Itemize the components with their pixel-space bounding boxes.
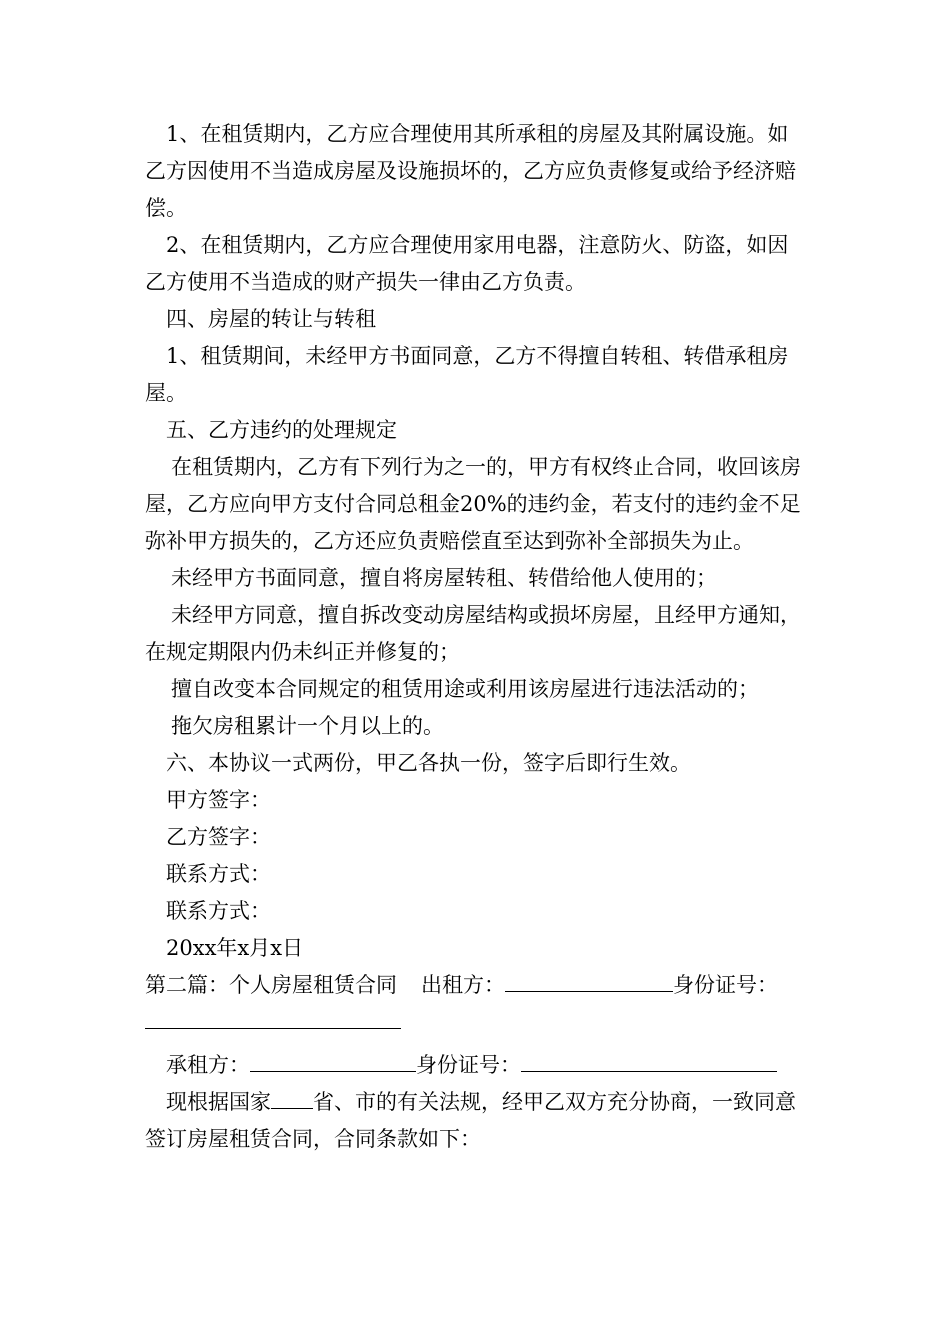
section-6-heading: 六、本协议一式两份，甲乙各执一份，签字后即行生效。 [166, 751, 691, 775]
country-blank [271, 1086, 313, 1109]
clause-5-intro: 在租赁期内，乙方有下列行为之一的，甲方有权终止合同，收回该房屋，乙方应向甲方支付合同总租金20%的违约金，若支付的违约金不足弥补甲方损失的，乙方还应负责赔偿直至达到弥补全部损失为止。 [145, 455, 801, 553]
clause-3-2: 2、在租赁期内，乙方应合理使用家用电器，注意防火、防盗，如因乙方使用不当造成的财产损失一律由乙方负责。 [145, 233, 789, 294]
clause-4-1: 1、租赁期间，未经甲方书面同意，乙方不得擅自转租、转借承租房屋。 [145, 344, 789, 405]
lessee-line [145, 1047, 807, 1084]
violation-item-4: 拖欠房租累计一个月以上的。 [171, 714, 444, 738]
lessee-name-blank [250, 1049, 416, 1072]
party-b-contact-label: 联系方式： [166, 899, 271, 923]
signing-date: 20xx年x月x日 [166, 936, 304, 960]
lessee-id-label: 身份证号： [416, 1053, 521, 1077]
section-5-heading: 五、乙方违约的处理规定 [166, 418, 397, 442]
lessee-id-blank [521, 1049, 777, 1072]
violation-item-2: 未经甲方同意，擅自拆改变动房屋结构或损坏房屋，且经甲方通知，在规定期限内仍未纠正并修复的； [145, 603, 801, 664]
preamble-part-1: 现根据国家 [166, 1090, 271, 1114]
lessee-label: 承租方： [166, 1053, 250, 1077]
lessor-name-blank [505, 969, 673, 992]
part-two-title: 第二篇：个人房屋租赁合同 [145, 973, 397, 997]
party-b-signature-label: 乙方签字： [166, 825, 271, 849]
preamble-part-2: 省、市的有关法规，经甲乙双方充分协商，一致同意签订房屋租赁合同，合同条款如下： [145, 1090, 796, 1151]
lessor-id-blank [145, 1006, 401, 1029]
part-two-header-line [145, 967, 807, 1004]
section-4-heading: 四、房屋的转让与转租 [166, 307, 376, 331]
party-a-contact-label: 联系方式： [166, 862, 271, 886]
contract-preamble [145, 1084, 807, 1158]
violation-item-1: 未经甲方书面同意，擅自将房屋转租、转借给他人使用的； [171, 566, 717, 590]
violation-item-3: 擅自改变本合同规定的租赁用途或利用该房屋进行违法活动的； [171, 677, 759, 701]
lessor-id-line [145, 1004, 807, 1041]
document-body [145, 116, 807, 1158]
lessor-label: 出租方： [421, 973, 505, 997]
clause-3-1: 1、在租赁期内，乙方应合理使用其所承租的房屋及其附属设施。如乙方因使用不当造成房屋及设施损坏的，乙方应负责修复或给予经济赔偿。 [145, 122, 796, 220]
lessor-id-label: 身份证号： [673, 973, 778, 997]
party-a-signature-label: 甲方签字： [166, 788, 271, 812]
